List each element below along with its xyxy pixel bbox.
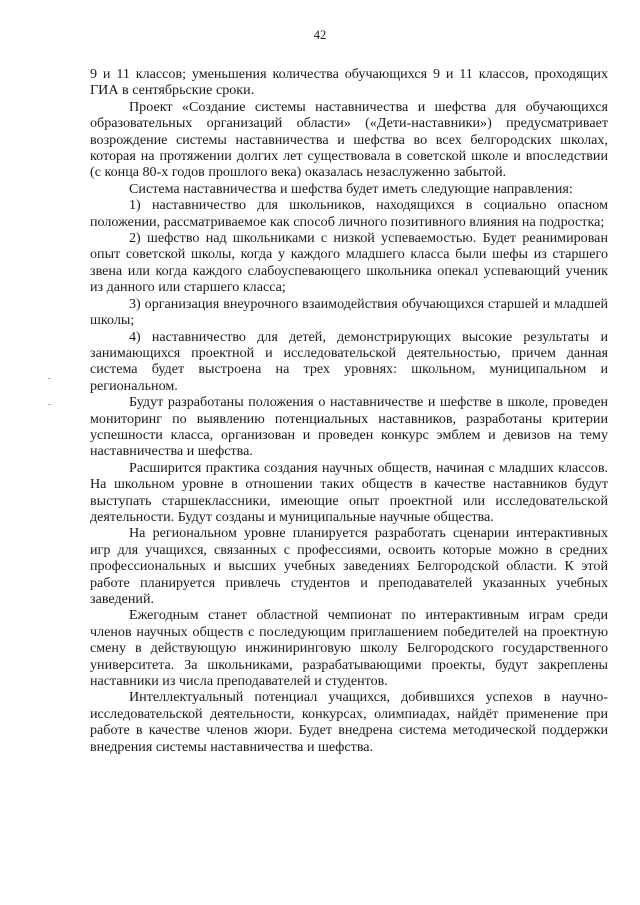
paragraph-regulations: Будут разработаны положения о наставничестве и шефстве в школе, проведен мониторинг по выявлению потенциальных наставников, разработаны критерии успешности класса, организован и проведен конкурс эмблем и девизов на тему наставничества и шефства. bbox=[90, 394, 608, 460]
paragraph-intellectual-potential: Интеллектуальный потенциал учащихся, добившихся успехов в научно-исследовательской деятельности, конкурсах, олимпиадах, найдёт применение при работе в качестве членов жюри. Будет внедрена система методической поддержки внедрения системы наставничества и шефства. bbox=[90, 689, 608, 755]
scan-artifact bbox=[48, 404, 51, 405]
paragraph-regional-level: На региональном уровне планируется разработать сценарии интерактивных игр для учащихся, связанных с профессиями, освоить которые можно в средних профессиональных и высших учебных заведениях Белгородской области. К этой работе планируется привлечь студентов и преподавателей указанных учебных заведений. bbox=[90, 525, 608, 607]
scan-artifact bbox=[48, 378, 51, 379]
paragraph-championship: Ежегодным станет областной чемпионат по интерактивным играм среди членов научных обществ с последующим приглашением победителей на проектную смену в действующую инжиниринговую школу Белгородского государственного университета. За школьниками, разрабатывающими проекты, будут закреплены наставники из числа преподавателей и студентов. bbox=[90, 607, 608, 690]
list-item-direction-3: 3) организация внеурочного взаимодействия обучающихся старшей и младшей школы; bbox=[90, 295, 608, 329]
paragraph-project-intro: Проект «Создание системы наставничества и шефства для обучающихся образовательных организаций области» («Дети-наставники») предусматривает возрождение системы наставничества и шефства во всех белгородских школах, которая на протяжении долгих лет существовала в советской школе и впоследствии (с конца 80-х годов прошлого века) оказалась незаслуженно забытой. bbox=[90, 98, 608, 181]
list-item-direction-2: 2) шефство над школьниками с низкой успеваемостью. Будет реанимирован опыт советской школы, когда у каждого младшего класса были шефы из старшего звена или когда каждого слабоуспевающего школьника опекал успевающий ученик из данного или старшего класса; bbox=[90, 230, 608, 296]
paragraph-scientific-societies: Расширится практика создания научных обществ, начиная с младших классов. На школьном уровне в отношении таких обществ в качестве наставников будут выступать старшеклассники, имеющие опыт проектной или исследовательской деятельности. Будут созданы и муниципальные научные общества. bbox=[90, 459, 608, 525]
list-item-direction-4: 4) наставничество для детей, демонстрирующих высокие результаты и занимающихся проектной и исследовательской деятельностью, причем данная система будет выстроена на трех уровнях: школьном, муниципальном и региональном. bbox=[90, 328, 608, 394]
paragraph-continuation: 9 и 11 классов; уменьшения количества обучающихся 9 и 11 классов, проходящих ГИА в сентябрьские сроки. bbox=[90, 66, 608, 99]
page-number: 42 bbox=[313, 28, 327, 42]
document-body bbox=[90, 66, 608, 755]
list-item-direction-1: 1) наставничество для школьников, находящихся в социально опасном положении, рассматриваемое как способ личного позитивного влияния на подростка; bbox=[90, 197, 608, 230]
paragraph-directions-intro: Система наставничества и шефства будет иметь следующие направления: bbox=[129, 180, 573, 197]
